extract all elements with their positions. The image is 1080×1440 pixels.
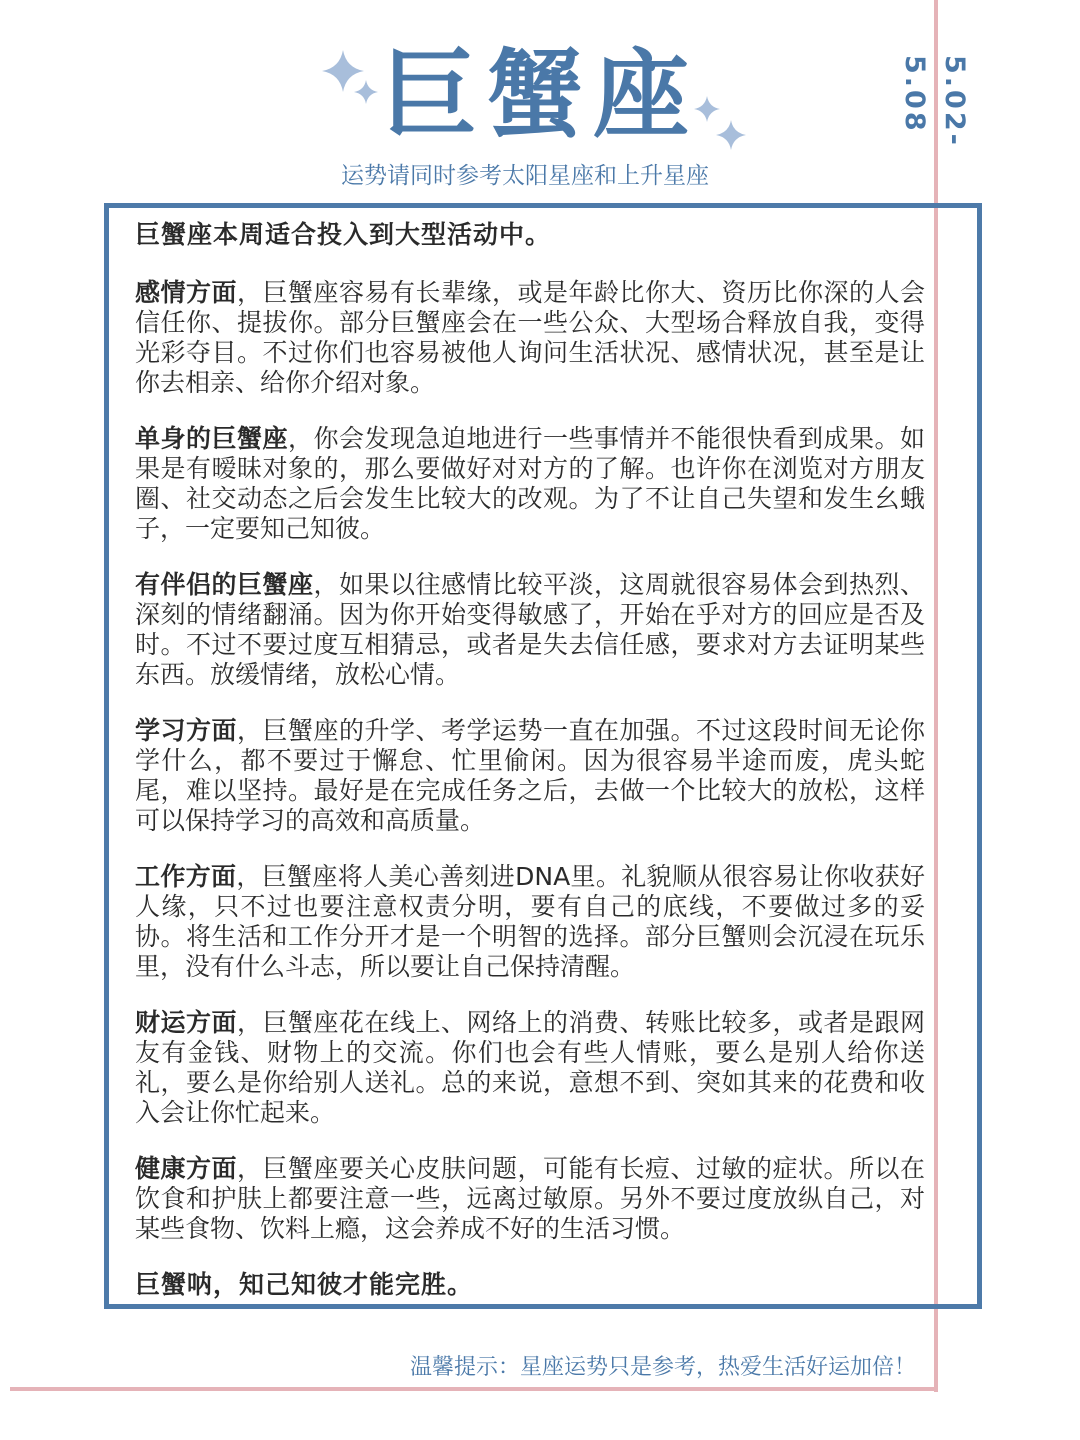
section-single [135,424,925,544]
section-text: ，巨蟹座的升学、考学运势一直在加强。不过这段时间无论你学什么，都不要过于懈怠、忙里偷闲。因为很容易半途而废，虎头蛇尾，难以坚持。最好是在完成任务之后，去做一个比较大的放松，这样可以保持学习的高效和高质量。 [135,716,925,835]
page-title: 巨蟹座 [381,39,699,151]
section-work [135,862,925,982]
section-heading: 感情方面 [135,278,237,307]
date-range: 5.02-5.08 [899,55,970,148]
section-text: ，巨蟹座要关心皮肤问题，可能有长痘、过敏的症状。所以在饮食和护肤上都要注意一些，远离过敏原。另外不要过度放纵自己，对某些食物、饮料上瘾，这会养成不好的生活习惯。 [135,1154,925,1243]
section-partner [135,570,925,690]
section-text: ，巨蟹座将人美心善刻进DNA里。礼貌顺从很容易让你收获好人缘，只不过也要注意权责分明，要有自己的底线，不要做过多的妥协。将生活和工作分开才是一个明智的选择。部分巨蟹则会沉浸在玩乐里，没有什么斗志，所以要让自己保持清醒。 [135,862,925,981]
horoscope-content [135,220,925,1326]
footer-tip: 温馨提示：星座运势只是参考，热爱生活好运加倍！ [410,1355,917,1380]
section-heading: 单身的巨蟹座 [135,424,288,453]
section-heading: 有伴侣的巨蟹座 [135,570,314,599]
section-text: ，如果以往感情比较平淡，这周就很容易体会到热烈、深刻的情绪翻涌。因为你开始变得敏感了，开始在乎对方的回应是否及时。不过不要过度互相猜忌，或者是失去信任感，要求对方去证明某些东西。放缓情绪，放松心情。 [135,570,925,689]
closing-text: 巨蟹呐，知己知彼才能完胜。 [135,1270,474,1299]
section-text: ，巨蟹座容易有长辈缘，或是年龄比你大、资历比你深的人会信任你、提拔你。部分巨蟹座会在一些公众、大型场合释放自我，变得光彩夺目。不过你们也容易被他人询问生活状况、感情状况，甚至是让你去相亲、给你介绍对象。 [135,278,925,397]
section-wealth [135,1008,925,1128]
section-study [135,716,925,836]
section-heading: 工作方面 [135,862,237,891]
section-health [135,1154,925,1244]
pink-horizontal-line [10,1387,938,1391]
page-subtitle: 运势请同时参考太阳星座和上升星座 [341,163,709,189]
section-heading: 财运方面 [135,1008,237,1037]
section-text: ，你会发现急迫地进行一些事情并不能很快看到成果。如果是有暧昧对象的，那么要做好对对方的了解。也许你在浏览对方朋友圈、社交动态之后会发生比较大的改观。为了不让自己失望和发生幺蛾子，一定要知己知彼。 [135,424,925,543]
intro-text: 巨蟹座本周适合投入到大型活动中。 [135,220,552,249]
section-text: ，巨蟹座花在线上、网络上的消费、转账比较多，或者是跟网友有金钱、财物上的交流。你们也会有些人情账，要么是别人给你送礼，要么是你给别人送礼。总的来说，意想不到、突如其来的花费和收入会让你忙起来。 [135,1008,925,1127]
section-love [135,278,925,398]
section-heading: 学习方面 [135,716,237,745]
section-heading: 健康方面 [135,1154,237,1183]
